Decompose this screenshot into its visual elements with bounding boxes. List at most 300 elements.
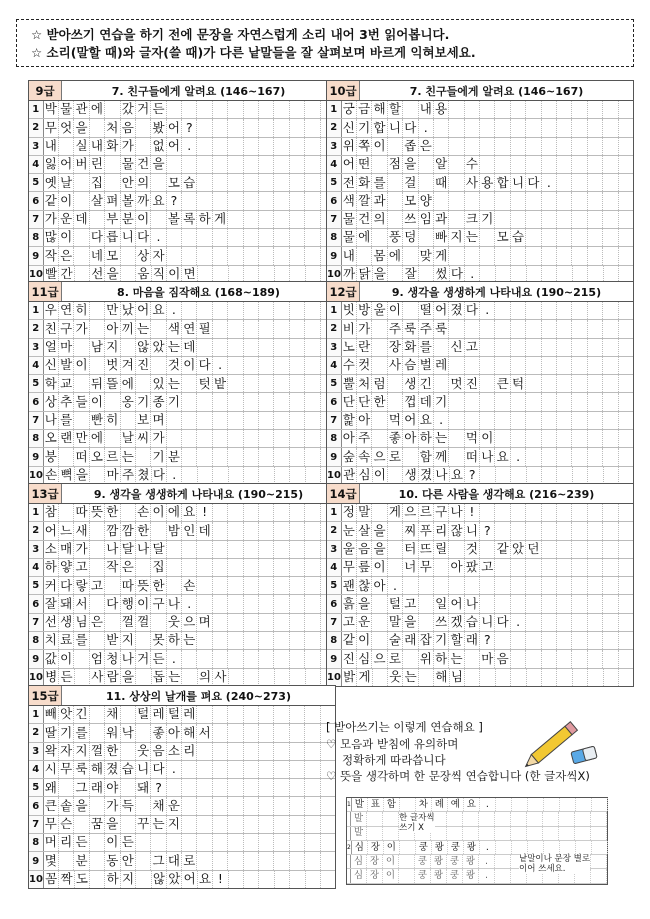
char-cell bbox=[388, 522, 403, 539]
char-cell bbox=[465, 247, 480, 264]
char-cell bbox=[495, 412, 510, 429]
char-cell: 이 bbox=[372, 138, 387, 155]
char-cell: 술 bbox=[388, 632, 403, 649]
char-cell bbox=[228, 761, 243, 778]
char-cell bbox=[619, 192, 633, 209]
char-cell: 하 bbox=[105, 871, 120, 888]
sentence-row bbox=[327, 504, 633, 522]
char-cell bbox=[90, 467, 105, 484]
char-cell bbox=[228, 577, 243, 594]
char-cell: . bbox=[151, 229, 166, 246]
char-cell: 해 bbox=[90, 761, 105, 778]
sentence-row bbox=[327, 320, 633, 338]
char-cell bbox=[167, 156, 182, 173]
char-cell: 을 bbox=[105, 816, 120, 833]
pencil-eraser-icon bbox=[522, 715, 602, 771]
char-cell: 졌 bbox=[449, 302, 464, 319]
char-cell bbox=[274, 797, 289, 814]
char-cell bbox=[305, 357, 320, 374]
example-char-cell bbox=[511, 827, 527, 840]
char-cell bbox=[526, 156, 541, 173]
char-cell bbox=[259, 724, 274, 741]
char-cell: 거 bbox=[136, 650, 151, 667]
char-cell bbox=[290, 834, 305, 851]
char-cell: 새 bbox=[74, 522, 89, 539]
char-cell: 록 bbox=[182, 211, 197, 228]
row-number: 4 bbox=[29, 761, 44, 778]
sentence-text bbox=[44, 375, 335, 392]
char-cell: 을 bbox=[105, 266, 120, 283]
char-cell bbox=[259, 559, 274, 576]
char-cell bbox=[151, 211, 166, 228]
char-cell bbox=[213, 852, 228, 869]
char-cell: 뜻 bbox=[90, 504, 105, 521]
char-cell bbox=[542, 375, 557, 392]
example-char-cell bbox=[400, 798, 416, 811]
sentence-text bbox=[342, 430, 633, 447]
char-cell bbox=[465, 119, 480, 136]
char-cell: 데 bbox=[197, 522, 212, 539]
char-cell: 아 bbox=[357, 412, 372, 429]
char-cell bbox=[588, 393, 603, 410]
char-cell bbox=[259, 412, 274, 429]
char-cell bbox=[619, 467, 633, 484]
char-cell bbox=[121, 706, 136, 723]
char-cell bbox=[228, 192, 243, 209]
char-cell bbox=[572, 430, 587, 447]
row-number: 2 bbox=[29, 320, 44, 337]
char-cell bbox=[305, 448, 320, 465]
char-cell bbox=[495, 339, 510, 356]
char-cell: 로 bbox=[388, 448, 403, 465]
char-cell: 엄 bbox=[90, 650, 105, 667]
char-cell bbox=[619, 302, 633, 319]
example-char-cell: 쾅 bbox=[431, 869, 447, 882]
sentence-text bbox=[342, 412, 633, 429]
char-cell: 에 bbox=[167, 504, 182, 521]
char-cell bbox=[495, 559, 510, 576]
char-cell bbox=[557, 467, 572, 484]
char-cell: 다 bbox=[495, 614, 510, 631]
char-cell: 님 bbox=[450, 669, 465, 686]
char-cell: 던 bbox=[526, 541, 541, 558]
example-char-cell: 쿵 bbox=[415, 869, 431, 882]
sentence-row bbox=[327, 669, 633, 686]
char-cell bbox=[228, 174, 243, 191]
char-cell: 몇 bbox=[44, 852, 59, 869]
char-cell: 같 bbox=[44, 192, 59, 209]
char-cell bbox=[182, 467, 197, 484]
char-cell: 웃 bbox=[388, 669, 403, 686]
char-cell bbox=[480, 412, 495, 429]
char-cell bbox=[228, 522, 243, 539]
row-number: 9 bbox=[29, 650, 44, 667]
instruction-line-2: ☆ 소리(말할 때)와 글자(쓸 때)가 다른 낱말들을 잘 살펴보며 바르게 익혀보세요. bbox=[31, 45, 476, 60]
char-cell: 분 bbox=[167, 448, 182, 465]
char-cell: 겠 bbox=[449, 614, 464, 631]
char-cell: 붕 bbox=[44, 448, 59, 465]
row-number: 10 bbox=[29, 871, 44, 888]
char-cell bbox=[572, 119, 587, 136]
char-cell bbox=[572, 522, 587, 539]
char-cell bbox=[357, 247, 372, 264]
example-row bbox=[347, 827, 607, 841]
sentence-text bbox=[44, 650, 335, 667]
char-cell bbox=[259, 302, 274, 319]
char-cell bbox=[526, 119, 541, 136]
char-cell bbox=[290, 761, 305, 778]
char-cell: 때 bbox=[434, 174, 449, 191]
dictation-block bbox=[326, 483, 634, 687]
example-char-cell bbox=[463, 827, 479, 840]
row-number: 4 bbox=[29, 156, 44, 173]
sentence-text bbox=[342, 247, 633, 264]
char-cell: 함 bbox=[419, 448, 434, 465]
char-cell bbox=[388, 211, 403, 228]
char-cell bbox=[244, 816, 259, 833]
example-char-cell bbox=[575, 827, 591, 840]
char-cell bbox=[480, 138, 495, 155]
char-cell bbox=[259, 339, 274, 356]
char-cell bbox=[603, 156, 618, 173]
char-cell bbox=[603, 430, 618, 447]
example-note-continuous: 낱말이나 문장 별로 이어 쓰세요. bbox=[519, 854, 591, 874]
char-cell: 았 bbox=[151, 339, 166, 356]
char-cell bbox=[495, 119, 510, 136]
example-char-cell bbox=[592, 798, 608, 811]
char-cell bbox=[603, 559, 618, 576]
char-cell: 따 bbox=[121, 577, 136, 594]
char-cell bbox=[557, 174, 572, 191]
char-cell: 작 bbox=[44, 247, 59, 264]
example-char-cell: 쾅 bbox=[463, 869, 479, 882]
char-cell bbox=[290, 138, 305, 155]
sentence-text bbox=[44, 430, 335, 447]
char-cell bbox=[213, 302, 228, 319]
sentence-text bbox=[342, 174, 633, 191]
char-cell: 솥 bbox=[59, 797, 74, 814]
char-cell bbox=[259, 743, 274, 760]
char-cell bbox=[290, 724, 305, 741]
char-cell bbox=[90, 852, 105, 869]
char-cell bbox=[182, 393, 197, 410]
char-cell: 내 bbox=[44, 138, 59, 155]
char-cell: 은 bbox=[90, 614, 105, 631]
example-char-cell bbox=[400, 841, 416, 854]
example-char-cell: 장 bbox=[368, 841, 384, 854]
char-cell: 아 bbox=[403, 430, 418, 447]
char-cell: 는 bbox=[136, 320, 151, 337]
row-number: 6 bbox=[327, 595, 342, 612]
char-cell bbox=[228, 834, 243, 851]
example-char-cell bbox=[591, 855, 607, 868]
char-cell: 돼 bbox=[136, 779, 151, 796]
char-cell: 데 bbox=[182, 339, 197, 356]
char-cell bbox=[290, 504, 305, 521]
char-cell: 동 bbox=[105, 852, 120, 869]
sentence-text bbox=[342, 320, 633, 337]
sentence-row bbox=[327, 448, 633, 466]
sentence-text bbox=[44, 779, 335, 796]
char-cell: 게 bbox=[213, 211, 228, 228]
char-cell: ? bbox=[465, 467, 480, 484]
sentence-text bbox=[44, 743, 335, 760]
char-cell bbox=[305, 650, 320, 667]
char-cell: . bbox=[167, 302, 182, 319]
char-cell bbox=[619, 156, 633, 173]
char-cell bbox=[557, 650, 572, 667]
char-cell: 는 bbox=[403, 669, 418, 686]
example-char-cell bbox=[495, 812, 511, 825]
char-cell bbox=[496, 669, 511, 686]
char-cell: 밤 bbox=[167, 522, 182, 539]
char-cell bbox=[290, 614, 305, 631]
char-cell: 요 bbox=[182, 504, 197, 521]
char-cell: 사 bbox=[213, 669, 228, 686]
char-cell: 종 bbox=[151, 393, 166, 410]
char-cell bbox=[449, 541, 464, 558]
char-cell bbox=[90, 706, 105, 723]
char-cell bbox=[434, 577, 449, 594]
char-cell: 났 bbox=[121, 302, 136, 319]
row-number: 1 bbox=[29, 302, 44, 319]
char-cell: 용 bbox=[434, 101, 449, 118]
char-cell bbox=[511, 101, 526, 118]
char-cell: 손 bbox=[136, 504, 151, 521]
sentence-row bbox=[327, 339, 633, 357]
char-cell: 데 bbox=[74, 211, 89, 228]
char-cell: 가 bbox=[74, 320, 89, 337]
char-cell bbox=[259, 430, 274, 447]
char-cell: 릅 bbox=[105, 229, 120, 246]
sentence-row bbox=[29, 467, 335, 484]
sentence-row bbox=[29, 595, 335, 613]
char-cell: 이 bbox=[372, 559, 387, 576]
char-cell bbox=[197, 761, 212, 778]
char-cell bbox=[274, 595, 289, 612]
char-cell: 정 bbox=[342, 504, 357, 521]
char-cell: 음 bbox=[121, 119, 136, 136]
char-cell bbox=[197, 156, 212, 173]
char-cell bbox=[465, 650, 480, 667]
char-cell: 처 bbox=[105, 119, 120, 136]
char-cell: 룩 bbox=[74, 761, 89, 778]
char-cell: 어 bbox=[167, 119, 182, 136]
char-cell bbox=[305, 229, 320, 246]
char-cell bbox=[526, 504, 541, 521]
char-cell: 졌 bbox=[105, 761, 120, 778]
char-cell bbox=[526, 614, 541, 631]
char-cell bbox=[603, 614, 618, 631]
char-cell bbox=[465, 669, 480, 686]
row-number: 7 bbox=[29, 211, 44, 228]
char-cell bbox=[228, 375, 243, 392]
char-cell bbox=[619, 541, 633, 558]
char-cell bbox=[136, 138, 151, 155]
char-cell bbox=[290, 119, 305, 136]
char-cell bbox=[557, 211, 572, 228]
char-cell bbox=[274, 412, 289, 429]
example-char-cell: 례 bbox=[432, 798, 448, 811]
char-cell bbox=[526, 559, 541, 576]
char-cell bbox=[290, 393, 305, 410]
char-cell bbox=[213, 595, 228, 612]
char-cell: 이 bbox=[373, 467, 388, 484]
row-number: 5 bbox=[29, 577, 44, 594]
char-cell: 맞 bbox=[419, 247, 434, 264]
char-cell bbox=[572, 412, 587, 429]
char-cell: 건 bbox=[357, 211, 372, 228]
char-cell bbox=[228, 119, 243, 136]
char-cell: 돕 bbox=[152, 669, 167, 686]
example-char-cell: 쾅 bbox=[432, 841, 448, 854]
char-cell bbox=[557, 504, 572, 521]
char-cell bbox=[290, 192, 305, 209]
char-cell: 집 bbox=[90, 174, 105, 191]
char-cell bbox=[496, 467, 511, 484]
char-cell bbox=[588, 357, 603, 374]
char-cell bbox=[244, 101, 259, 118]
char-cell bbox=[228, 779, 243, 796]
char-cell bbox=[197, 595, 212, 612]
char-cell: 기 bbox=[167, 393, 182, 410]
char-cell bbox=[290, 743, 305, 760]
char-cell bbox=[197, 430, 212, 447]
char-cell bbox=[495, 357, 510, 374]
char-cell bbox=[90, 632, 105, 649]
char-cell bbox=[372, 614, 387, 631]
char-cell: 는 bbox=[434, 430, 449, 447]
char-cell: . bbox=[213, 357, 228, 374]
char-cell bbox=[588, 101, 603, 118]
char-cell bbox=[228, 448, 243, 465]
block-title: 9. 생각을 생생하게 나타내요 (190~215) bbox=[391, 285, 602, 299]
char-cell: 깜 bbox=[121, 522, 136, 539]
char-cell bbox=[511, 577, 526, 594]
example-char-cell bbox=[591, 812, 607, 825]
char-cell: 구 bbox=[59, 320, 74, 337]
char-cell: 슴 bbox=[403, 357, 418, 374]
char-cell: 무 bbox=[44, 816, 59, 833]
char-cell bbox=[419, 577, 434, 594]
char-cell bbox=[557, 320, 572, 337]
char-cell: 을 bbox=[372, 541, 387, 558]
char-cell bbox=[511, 339, 526, 356]
example-text bbox=[351, 827, 607, 840]
char-cell bbox=[213, 320, 228, 337]
char-cell bbox=[213, 430, 228, 447]
char-cell bbox=[259, 320, 274, 337]
char-cell bbox=[105, 393, 120, 410]
char-cell bbox=[526, 247, 541, 264]
char-cell: 그 bbox=[74, 779, 89, 796]
char-cell bbox=[619, 650, 633, 667]
char-cell: 위 bbox=[342, 138, 357, 155]
char-cell bbox=[403, 448, 418, 465]
char-cell bbox=[213, 393, 228, 410]
char-cell: 았 bbox=[511, 541, 526, 558]
char-cell bbox=[213, 816, 228, 833]
sentence-text bbox=[44, 339, 335, 356]
char-cell: 신 bbox=[44, 357, 59, 374]
char-cell bbox=[419, 156, 434, 173]
sentence-row bbox=[29, 174, 335, 192]
char-cell bbox=[572, 192, 587, 209]
char-cell bbox=[136, 448, 151, 465]
example-char-cell bbox=[495, 827, 511, 840]
char-cell: 네 bbox=[90, 247, 105, 264]
sentence-text bbox=[342, 156, 633, 173]
char-cell bbox=[213, 761, 228, 778]
char-cell bbox=[290, 156, 305, 173]
char-cell bbox=[572, 504, 587, 521]
sentence-text bbox=[342, 541, 633, 558]
sentence-row bbox=[327, 614, 633, 632]
char-cell bbox=[573, 467, 588, 484]
example-char-cell: . bbox=[480, 798, 496, 811]
char-cell: 말 bbox=[357, 504, 372, 521]
char-cell bbox=[542, 577, 557, 594]
row-number: 5 bbox=[327, 375, 342, 392]
char-cell bbox=[305, 504, 320, 521]
char-cell bbox=[213, 504, 228, 521]
char-cell bbox=[105, 430, 120, 447]
sentence-text bbox=[44, 706, 335, 723]
char-cell bbox=[557, 412, 572, 429]
dictation-block bbox=[326, 80, 634, 284]
char-cell: 집 bbox=[151, 559, 166, 576]
char-cell: 달 bbox=[121, 541, 136, 558]
char-cell: 구 bbox=[434, 504, 449, 521]
char-cell: 는 bbox=[167, 339, 182, 356]
guide-line-1: ♡ 모음과 받침에 유의하며 bbox=[326, 737, 459, 751]
char-cell bbox=[572, 357, 587, 374]
char-cell bbox=[74, 339, 89, 356]
char-cell bbox=[244, 302, 259, 319]
char-cell: 야 bbox=[105, 779, 120, 796]
char-cell bbox=[90, 724, 105, 741]
char-cell bbox=[511, 119, 526, 136]
char-cell bbox=[526, 430, 541, 447]
char-cell bbox=[244, 430, 259, 447]
char-cell: 히 bbox=[74, 302, 89, 319]
char-cell: 용 bbox=[480, 174, 495, 191]
char-cell bbox=[74, 247, 89, 264]
char-cell: 음 bbox=[357, 541, 372, 558]
char-cell: 든 bbox=[121, 834, 136, 851]
char-cell: 운 bbox=[59, 211, 74, 228]
char-cell bbox=[588, 302, 603, 319]
char-cell bbox=[603, 247, 618, 264]
char-cell bbox=[603, 357, 618, 374]
row-number: 3 bbox=[327, 138, 342, 155]
char-cell bbox=[105, 614, 120, 631]
example-char-cell: 심 bbox=[352, 841, 368, 854]
char-cell bbox=[167, 834, 182, 851]
sentence-row bbox=[29, 357, 335, 375]
char-cell: 합 bbox=[495, 174, 510, 191]
char-cell bbox=[588, 650, 603, 667]
char-cell: 푸 bbox=[419, 522, 434, 539]
char-cell bbox=[542, 448, 557, 465]
char-cell bbox=[495, 320, 510, 337]
char-cell bbox=[228, 138, 243, 155]
sentence-row bbox=[29, 430, 335, 448]
char-cell bbox=[619, 393, 633, 410]
char-cell bbox=[136, 724, 151, 741]
sentence-text bbox=[342, 138, 633, 155]
char-cell: 기 bbox=[151, 448, 166, 465]
